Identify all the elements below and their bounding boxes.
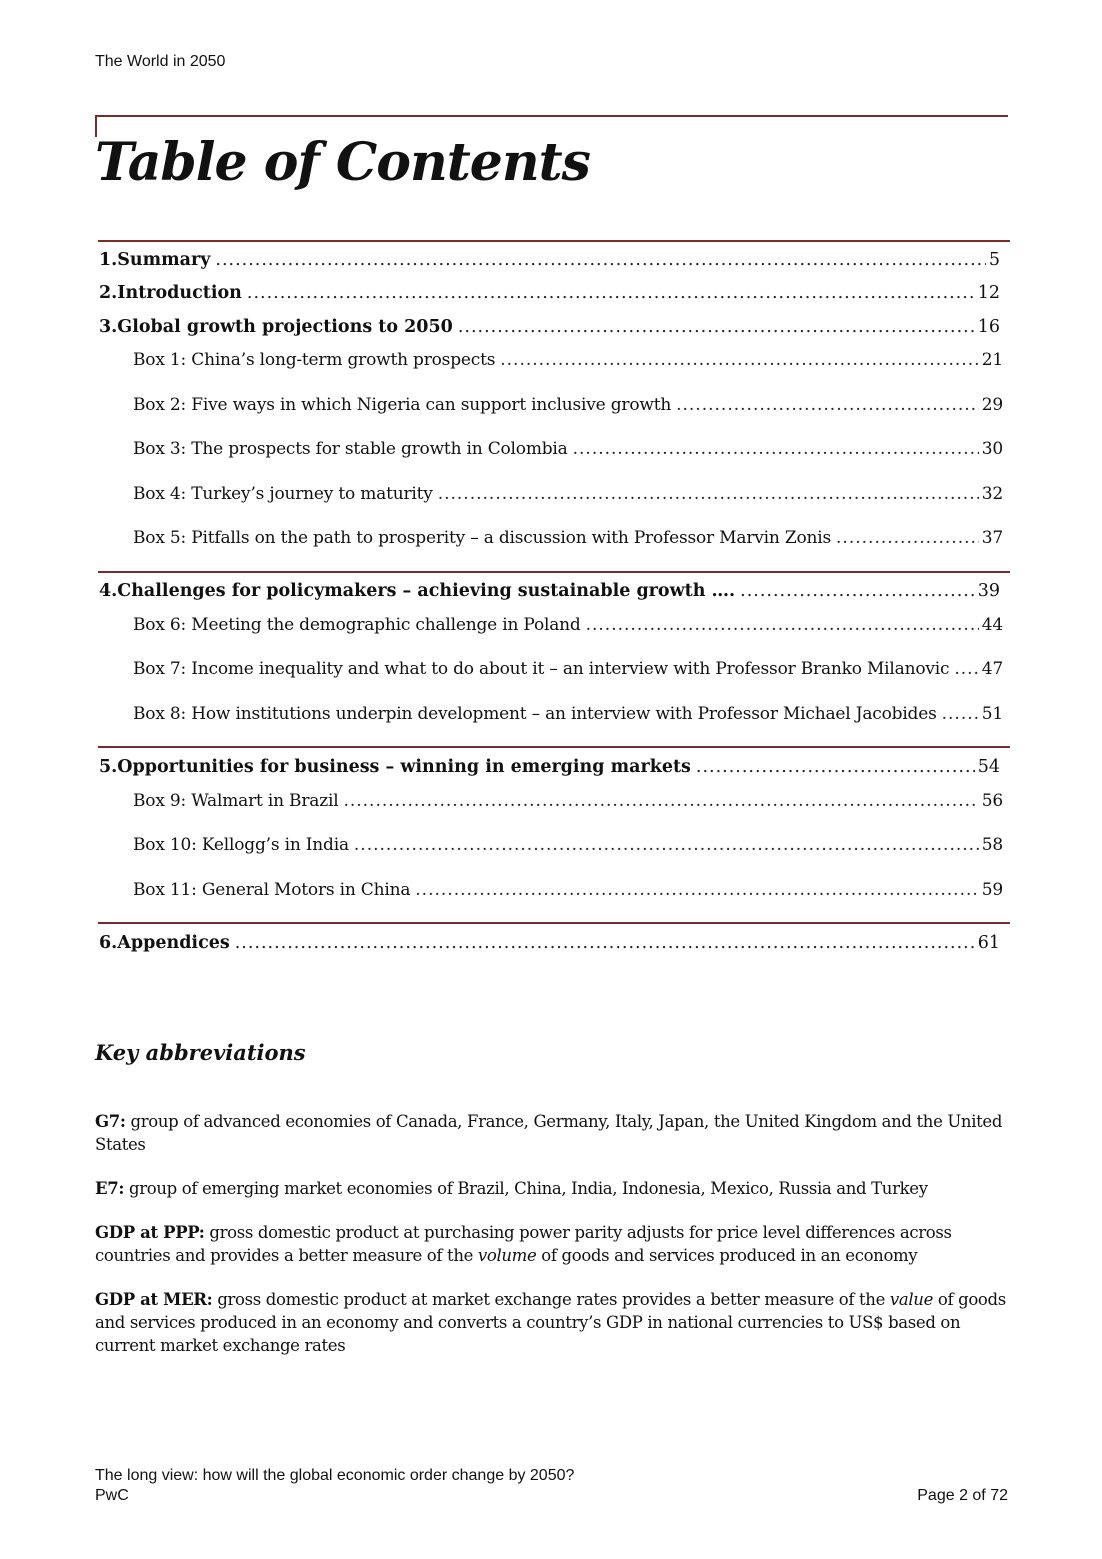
toc-label: Introduction [117,283,242,303]
toc-leader [247,283,975,303]
toc-entry-box-3[interactable] [133,439,1003,459]
toc-leader [954,659,978,679]
toc-label: Summary [117,250,211,270]
abbreviation-definition-end: of goods and services produced in an economy [536,1246,918,1265]
toc-page-number: 16 [977,317,1000,337]
toc-page-number: 29 [981,395,1003,415]
toc-page-number: 30 [981,439,1003,459]
toc-label: Box 3: The prospects for stable growth in Colombia [133,439,568,459]
abbreviation-e7 [95,1177,1010,1200]
footer-title: The long view: how will the global economic order change by 2050? [95,1467,575,1484]
toc-leader [438,484,979,504]
toc-entry-box-11[interactable] [133,880,1003,900]
abbreviation-definition: gross domestic product at market exchange rates provides a better measure of the [217,1290,890,1309]
toc-entry-box-6[interactable] [133,615,1003,635]
toc-number: 2. [99,283,118,303]
toc-leader [740,581,975,601]
toc-page-number: 5 [988,250,1000,270]
toc-entry-global-growth[interactable] [99,317,1000,337]
toc-page-number: 59 [981,880,1003,900]
toc-number: 5. [99,757,118,777]
toc-leader [500,350,979,370]
toc-entry-box-2[interactable] [133,395,1003,415]
toc-label: Box 7: Income inequality and what to do about it – an interview with Professor Branko Milanovic [133,659,950,679]
toc-entry-challenges[interactable] [99,581,1000,601]
toc-entry-box-9[interactable] [133,791,1003,811]
toc-entry-box-4[interactable] [133,484,1003,504]
section-rule [98,240,1010,242]
section-rule [98,746,1010,748]
toc-label: Opportunities for business – winning in emerging markets [117,757,691,777]
toc-number: 6. [99,933,118,953]
toc-label: Box 11: General Motors in China [133,880,411,900]
toc-leader [676,395,979,415]
toc-number: 3. [99,317,118,337]
toc-leader [415,880,979,900]
abbreviation-definition: group of emerging market economies of Brazil, China, India, Indonesia, Mexico, Russia and Turkey [129,1179,928,1198]
toc-label: Box 2: Five ways in which Nigeria can support inclusive growth [133,395,672,415]
toc-label: Global growth projections to 2050 [117,317,453,337]
toc-entry-box-7[interactable] [133,659,1003,679]
toc-page-number: 56 [981,791,1003,811]
toc-entry-opportunities[interactable] [99,757,1000,777]
toc-page-number: 47 [981,659,1003,679]
toc-entry-box-5[interactable] [133,528,1003,548]
toc-page-number: 39 [977,581,1000,601]
toc-page-number: 12 [977,283,1000,303]
toc-page-number: 54 [977,757,1000,777]
toc-label: Challenges for policymakers – achieving sustainable growth …. [117,581,736,601]
toc-label: Box 6: Meeting the demographic challenge in Poland [133,615,581,635]
abbreviation-definition-end: of goods and services produced in an economy and converts a country’s GDP in national currencies to US$ based on current market exchange rates [95,1290,1006,1355]
abbreviation-gdp-mer [95,1288,1010,1357]
toc-leader [354,835,979,855]
page-title: Table of Contents [95,132,590,193]
toc-entry-appendices[interactable] [99,933,1000,953]
abbreviation-gdp-ppp [95,1221,1010,1267]
abbreviations-heading: Key abbreviations [95,1040,306,1065]
toc-label: Box 4: Turkey’s journey to maturity [133,484,433,504]
toc-entry-introduction[interactable] [99,283,1000,303]
toc-entry-box-10[interactable] [133,835,1003,855]
abbreviation-term: GDP at MER: [95,1290,213,1309]
toc-number: 1. [99,250,118,270]
toc-label: Box 5: Pitfalls on the path to prosperity – a discussion with Professor Marvin Zonis [133,528,832,548]
toc-page-number: 61 [977,933,1000,953]
section-rule [98,571,1010,573]
toc-leader [696,757,975,777]
abbreviation-emphasis: volume [477,1246,537,1265]
toc-page-number: 51 [981,704,1003,724]
toc-page-number: 37 [981,528,1003,548]
toc-page-number: 21 [981,350,1003,370]
toc-label: Appendices [117,933,230,953]
abbreviation-definition: group of advanced economies of Canada, France, Germany, Italy, Japan, the United Kingdom and the United States [95,1112,1003,1154]
abbreviation-term: G7: [95,1112,126,1131]
toc-label: Box 1: China’s long-term growth prospects [133,350,496,370]
toc-page-number: 32 [981,484,1003,504]
toc-leader [343,791,978,811]
page-number: Page 2 of 72 [917,1487,1008,1504]
section-rule [98,922,1010,924]
toc-leader [235,933,975,953]
footer-publisher: PwC [95,1487,129,1504]
running-header: The World in 2050 [95,53,226,70]
toc-leader [573,439,979,459]
toc-page-number: 58 [981,835,1003,855]
abbreviation-term: E7: [95,1179,125,1198]
toc-entry-summary[interactable] [99,250,1000,270]
toc-label: Box 9: Walmart in Brazil [133,791,339,811]
toc-leader [942,704,979,724]
toc-leader [458,317,975,337]
toc-leader [586,615,979,635]
toc-number: 4. [99,581,118,601]
abbreviation-definition: gross domestic product at purchasing power parity adjusts for price level differences across countries and provides a better measure of the [95,1223,952,1265]
toc-page-number: 44 [981,615,1003,635]
abbreviation-g7 [95,1110,1010,1156]
abbreviation-term: GDP at PPP: [95,1223,205,1242]
toc-entry-box-1[interactable] [133,350,1003,370]
toc-leader [215,250,985,270]
toc-label: Box 8: How institutions underpin development – an interview with Professor Michael Jacobides [133,704,937,724]
toc-entry-box-8[interactable] [133,704,1003,724]
title-rule [95,115,1008,117]
toc-label: Box 10: Kellogg’s in India [133,835,349,855]
toc-leader [836,528,979,548]
abbreviation-emphasis: value [889,1290,933,1309]
